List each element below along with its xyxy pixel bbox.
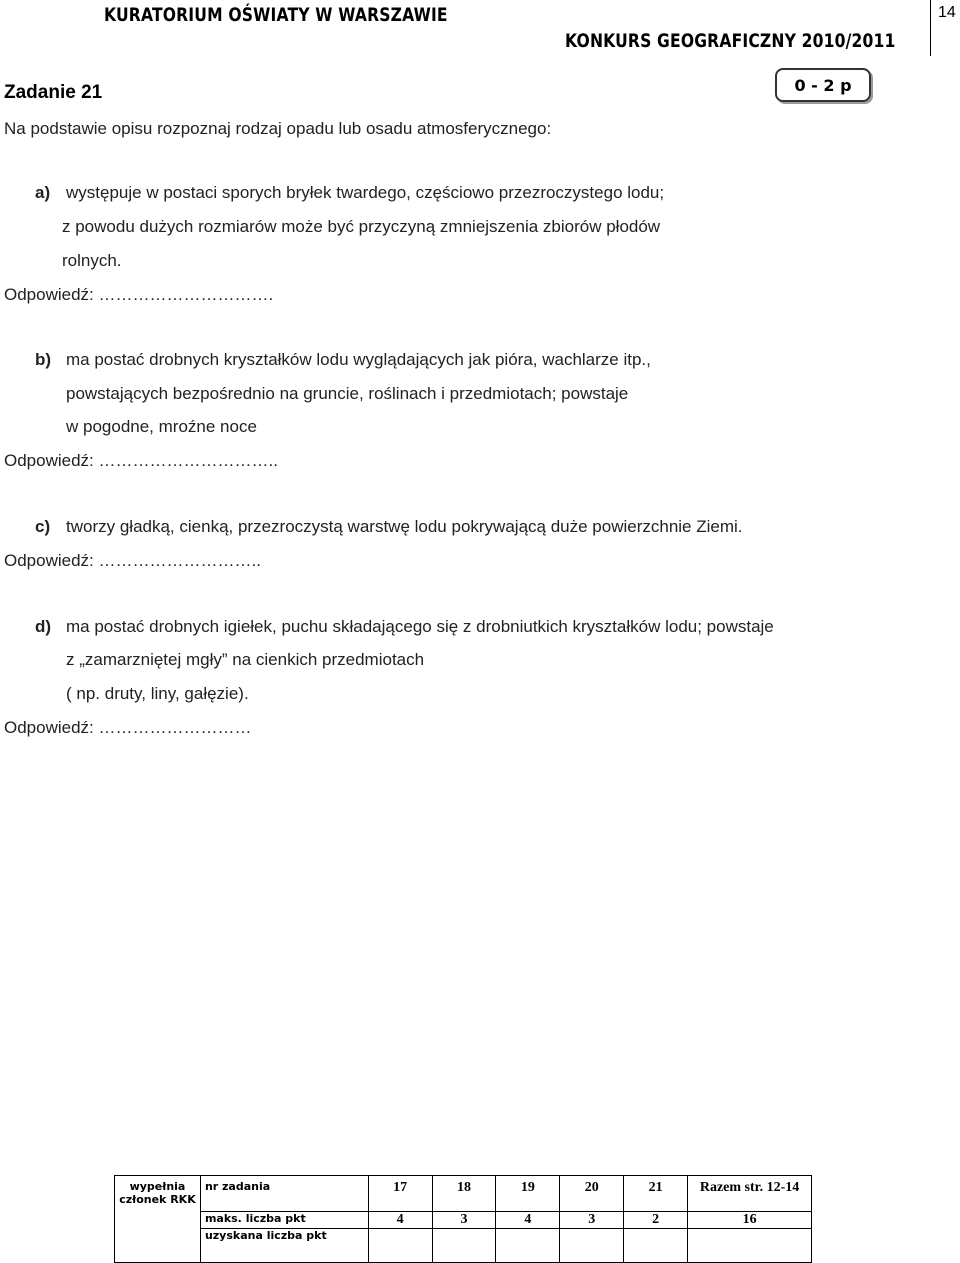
points-badge	[775, 68, 871, 102]
item-d-answer[interactable]: Odpowiedź: ………………………	[4, 718, 252, 737]
task-number: 20	[560, 1176, 624, 1212]
item-c-answer[interactable]: Odpowiedź: ………………………..	[4, 551, 261, 570]
header-divider	[930, 0, 931, 56]
header-contest: KONKURS GEOGRAFICZNY 2010/2011	[565, 30, 896, 52]
scoring-total-label: Razem str. 12-14	[688, 1176, 812, 1212]
page-number: 14	[938, 4, 956, 21]
score-input[interactable]	[560, 1229, 624, 1263]
item-a-label: a)	[35, 183, 51, 202]
max-points: 2	[624, 1212, 688, 1229]
item-b-label: b)	[35, 350, 52, 369]
task-number: 19	[496, 1176, 560, 1212]
score-input[interactable]	[432, 1229, 496, 1263]
item-a-line-2: z powodu dużych rozmiarów może być przyczyną zmniejszenia zbiorów płodów	[62, 217, 661, 236]
item-a-answer[interactable]: Odpowiedź: ………………………….	[4, 285, 274, 304]
score-total-input[interactable]	[688, 1229, 812, 1263]
item-d-label: d)	[35, 617, 52, 636]
points-text: 0 - 2 p	[794, 75, 852, 95]
scoring-row-max: maks. liczba pkt	[200, 1212, 368, 1229]
item-a-line-1: występuje w postaci sporych bryłek twardego, częściowo przezroczystego lodu;	[66, 183, 665, 202]
scoring-table	[114, 1175, 812, 1263]
item-b-line-3: w pogodne, mroźne noce	[66, 417, 257, 436]
score-input[interactable]	[368, 1229, 432, 1263]
item-b-line-1: ma postać drobnych kryształków lodu wyglądających jak pióra, wachlarze itp.,	[66, 350, 651, 369]
task-title: Zadanie 21	[4, 82, 103, 103]
task-instruction: Na podstawie opisu rozpoznaj rodzaj opadu lub osadu atmosferycznego:	[4, 119, 552, 138]
item-c-line-1: tworzy gładką, cienką, przezroczystą warstwę lodu pokrywającą duże powierzchnie Ziemi.	[66, 517, 743, 536]
scoring-row-task: nr zadania	[200, 1176, 368, 1212]
item-a-line-3: rolnych.	[62, 251, 122, 270]
max-points: 4	[496, 1212, 560, 1229]
scoring-fill-label: wypełnia członek RKK	[115, 1176, 201, 1263]
max-total: 16	[688, 1212, 812, 1229]
item-d-line-2: z „zamarzniętej mgły” na cienkich przedmiotach	[66, 650, 425, 669]
item-c-label: c)	[35, 517, 51, 536]
max-points: 3	[432, 1212, 496, 1229]
item-d-line-3: ( np. druty, liny, gałęzie).	[66, 684, 249, 703]
item-d-line-1: ma postać drobnych igiełek, puchu składającego się z drobniutkich kryształków lodu; powstaje	[66, 617, 774, 636]
max-points: 4	[368, 1212, 432, 1229]
scoring-row-got: uzyskana liczba pkt	[200, 1229, 368, 1263]
task-number: 18	[432, 1176, 496, 1212]
header-org: KURATORIUM OŚWIATY W WARSZAWIE	[104, 4, 448, 26]
task-number: 21	[624, 1176, 688, 1212]
item-b-line-2: powstających bezpośrednio na gruncie, roślinach i przedmiotach; powstaje	[66, 384, 629, 403]
max-points: 3	[560, 1212, 624, 1229]
score-input[interactable]	[496, 1229, 560, 1263]
score-input[interactable]	[624, 1229, 688, 1263]
task-number: 17	[368, 1176, 432, 1212]
item-b-answer[interactable]: Odpowiedź: …………………………..	[4, 451, 278, 470]
